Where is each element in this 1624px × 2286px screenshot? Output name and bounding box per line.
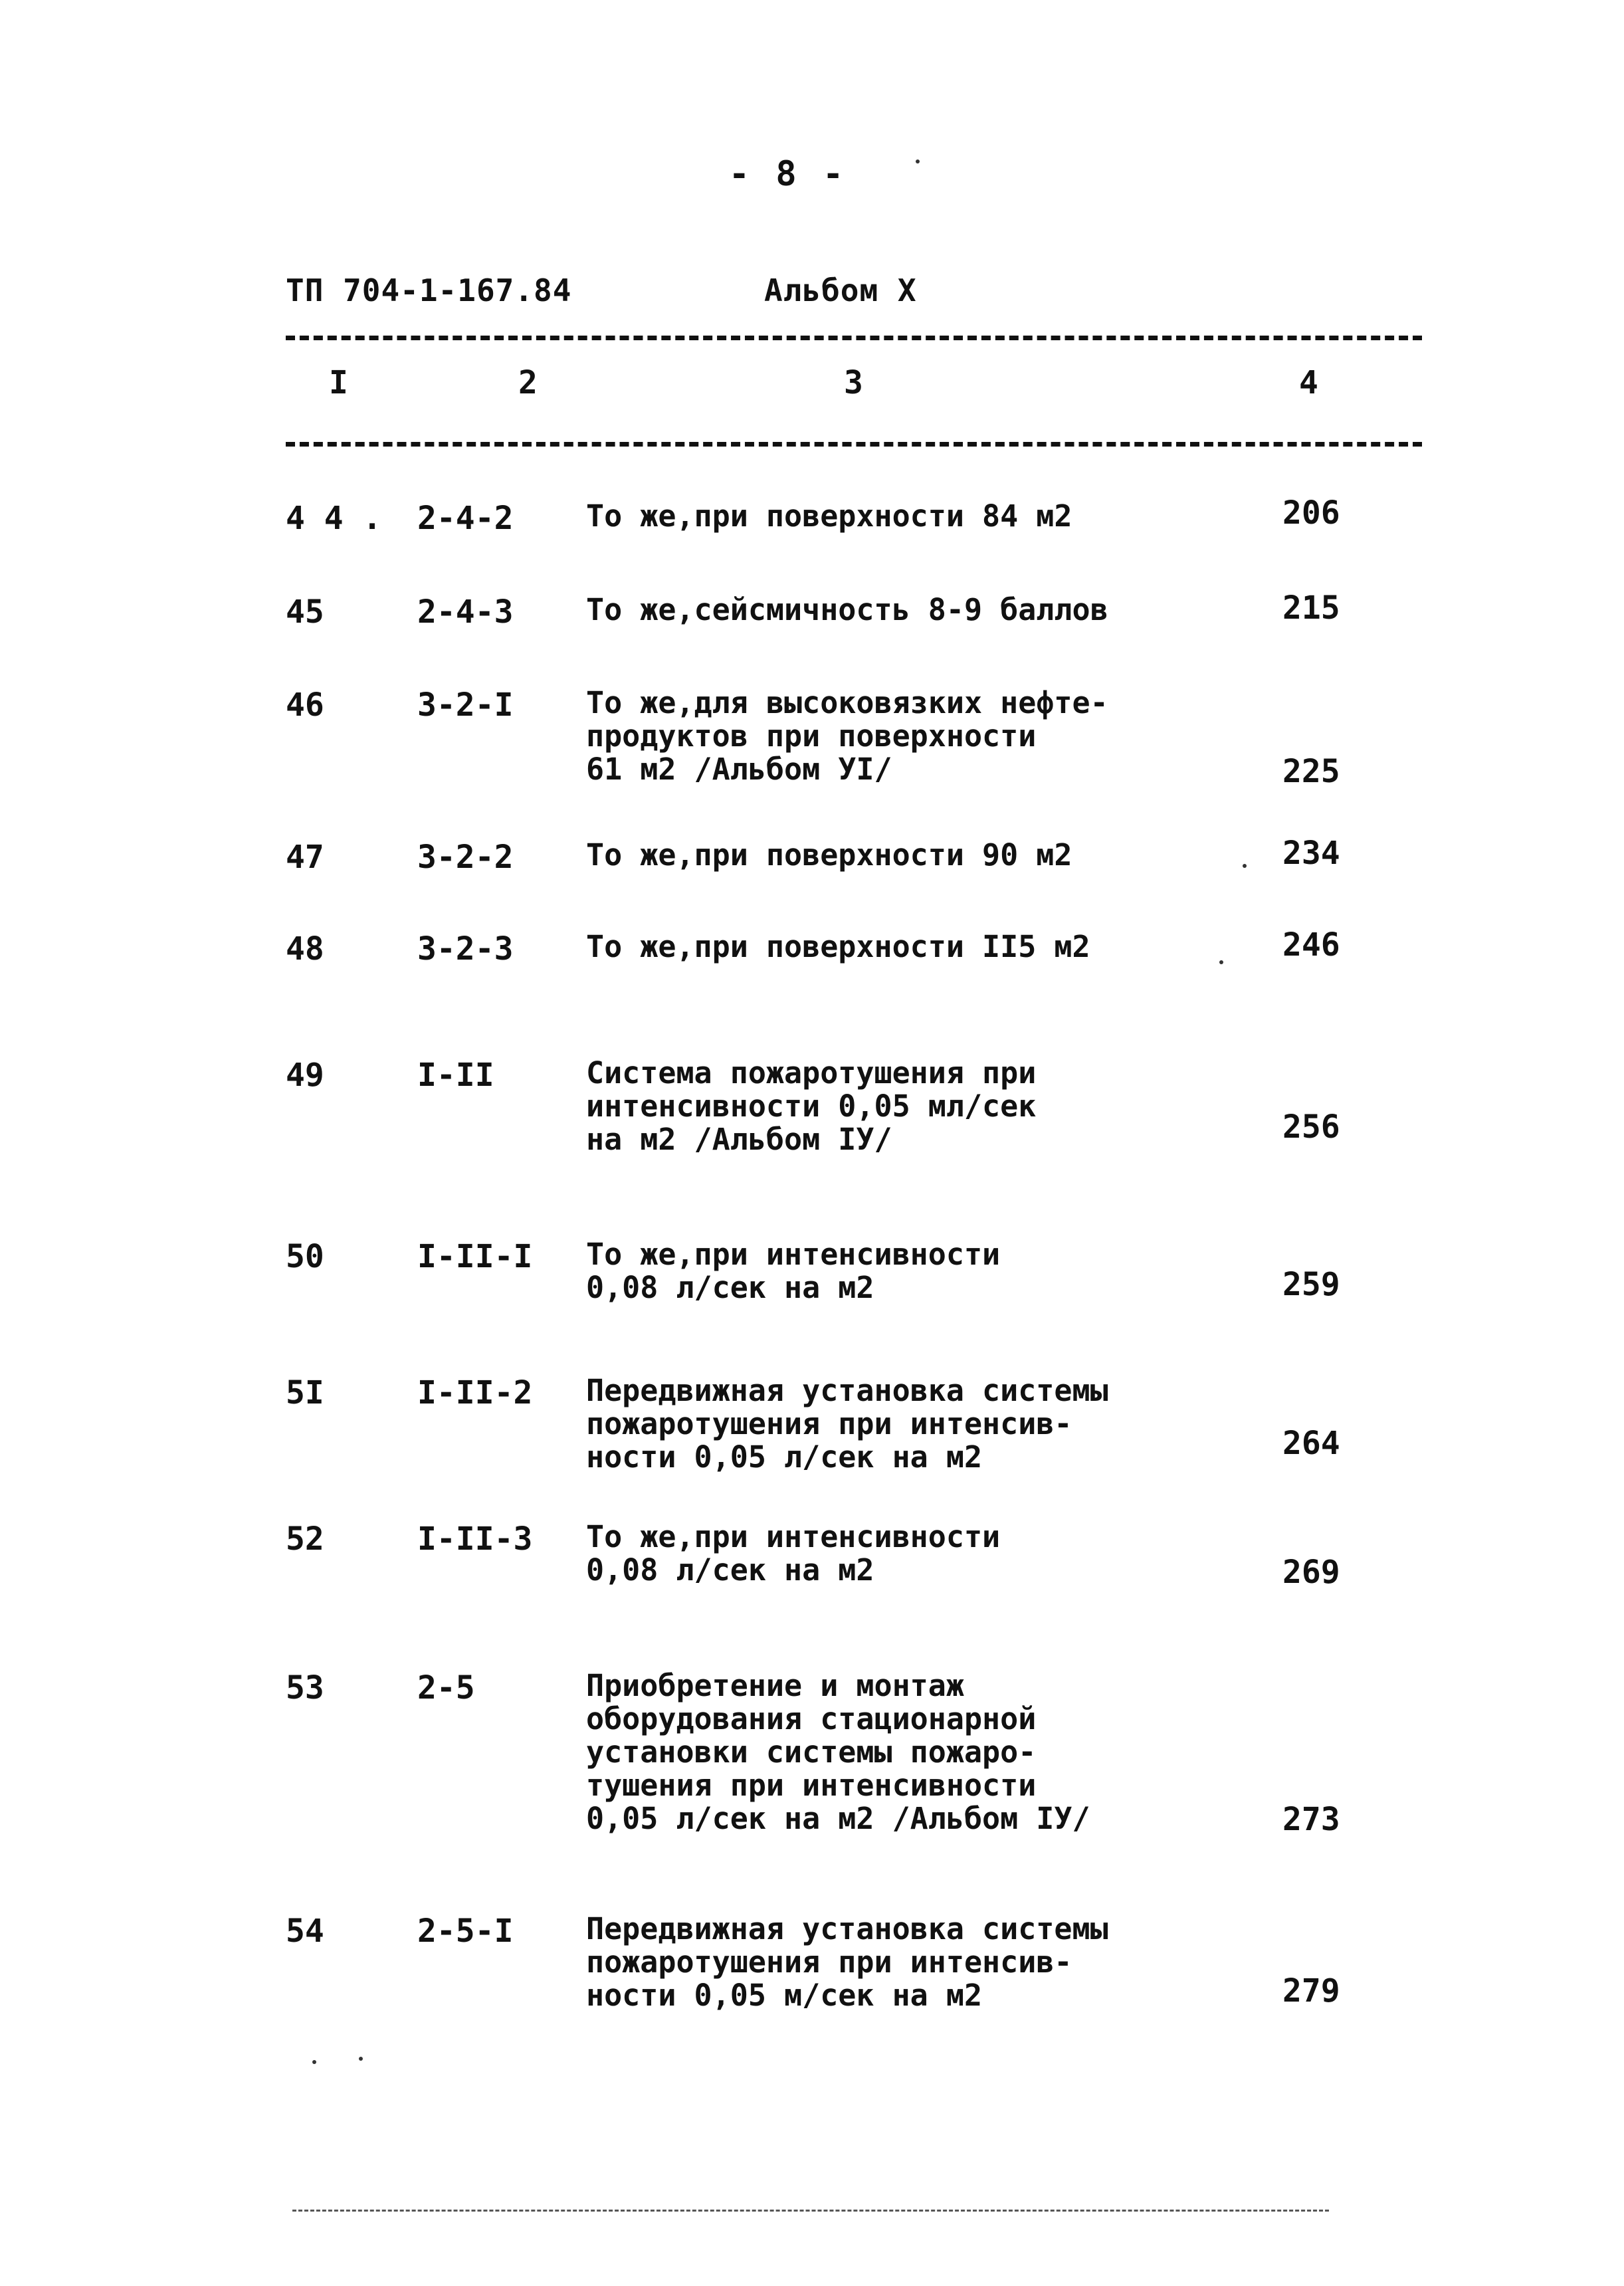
row-page: 234 (1282, 835, 1340, 872)
row-number: 48 (286, 930, 324, 968)
row-number: 45 (286, 593, 324, 631)
scan-speck (916, 159, 920, 163)
row-number: 46 (286, 686, 324, 724)
row-code: I-II-3 (417, 1520, 533, 1558)
row-code: I-II-I (417, 1238, 533, 1275)
row-page: 269 (1282, 1554, 1340, 1591)
row-code: 2-4-2 (417, 500, 514, 537)
footer-dashed-rule (292, 2210, 1329, 2212)
row-page: 225 (1282, 753, 1340, 790)
row-description: То же,для высоковязких нефте- продуктов при поверхности 61 м2 /Альбом УI/ (586, 685, 1108, 787)
row-number: 54 (286, 1913, 324, 1950)
row-description: То же,сейсмичность 8-9 баллов (586, 592, 1108, 627)
header-top-rule (286, 336, 1422, 340)
row-description: То же,при поверхности 90 м2 (586, 837, 1072, 873)
row-page: 206 (1282, 494, 1340, 532)
row-number: 4 4 . (286, 500, 382, 537)
column-header-1: I (329, 364, 348, 401)
header-bottom-rule (286, 442, 1422, 447)
page-number: - 8 - (728, 154, 847, 194)
scan-speck (359, 2057, 363, 2061)
row-description: Передвижная установка системы пожаротушения при интенсив- ности 0,05 л/сек на м2 (586, 1373, 1108, 1475)
document-code: ТП 704-1-167.84 (286, 272, 572, 308)
row-description: Передвижная установка системы пожаротушения при интенсив- ности 0,05 м/сек на м2 (586, 1911, 1108, 2013)
row-page: 273 (1282, 1801, 1340, 1838)
album-title: Альбом X (764, 272, 917, 308)
scan-speck (1219, 960, 1223, 964)
row-number: 5I (286, 1374, 324, 1411)
row-page: 259 (1282, 1266, 1340, 1303)
row-description: То же,при поверхности II5 м2 (586, 929, 1090, 964)
column-header-4: 4 (1299, 364, 1318, 401)
row-code: 3-2-2 (417, 839, 514, 876)
row-number: 53 (286, 1669, 324, 1707)
scan-speck (312, 2060, 316, 2064)
row-number: 47 (286, 839, 324, 876)
row-number: 50 (286, 1238, 324, 1275)
row-code: I-II-2 (417, 1374, 533, 1411)
row-page: 279 (1282, 1972, 1340, 2010)
row-code: 2-5 (417, 1669, 475, 1707)
row-code: I-II (417, 1057, 494, 1094)
row-description: Приобретение и монтаж оборудования стационарной установки системы пожаро- тушения при интенсивности 0,05 л/сек на м2 /Альбом IУ/ (586, 1668, 1090, 1836)
row-code: 3-2-I (417, 686, 514, 724)
row-page: 264 (1282, 1425, 1340, 1462)
scan-speck (1243, 864, 1247, 868)
row-page: 246 (1282, 926, 1340, 964)
row-description: То же,при поверхности 84 м2 (586, 498, 1072, 534)
row-code: 2-4-3 (417, 593, 514, 631)
row-code: 3-2-3 (417, 930, 514, 968)
row-code: 2-5-I (417, 1913, 514, 1950)
row-page: 215 (1282, 589, 1340, 627)
row-description: Система пожаротушения при интенсивности 0,05 мл/сек на м2 /Альбом IУ/ (586, 1055, 1037, 1157)
row-page: 256 (1282, 1108, 1340, 1146)
column-header-2: 2 (518, 364, 538, 401)
row-number: 49 (286, 1057, 324, 1094)
column-header-3: 3 (844, 364, 863, 401)
row-number: 52 (286, 1520, 324, 1558)
row-description: То же,при интенсивности 0,08 л/сек на м2 (586, 1237, 1001, 1305)
row-description: То же,при интенсивности 0,08 л/сек на м2 (586, 1519, 1001, 1588)
